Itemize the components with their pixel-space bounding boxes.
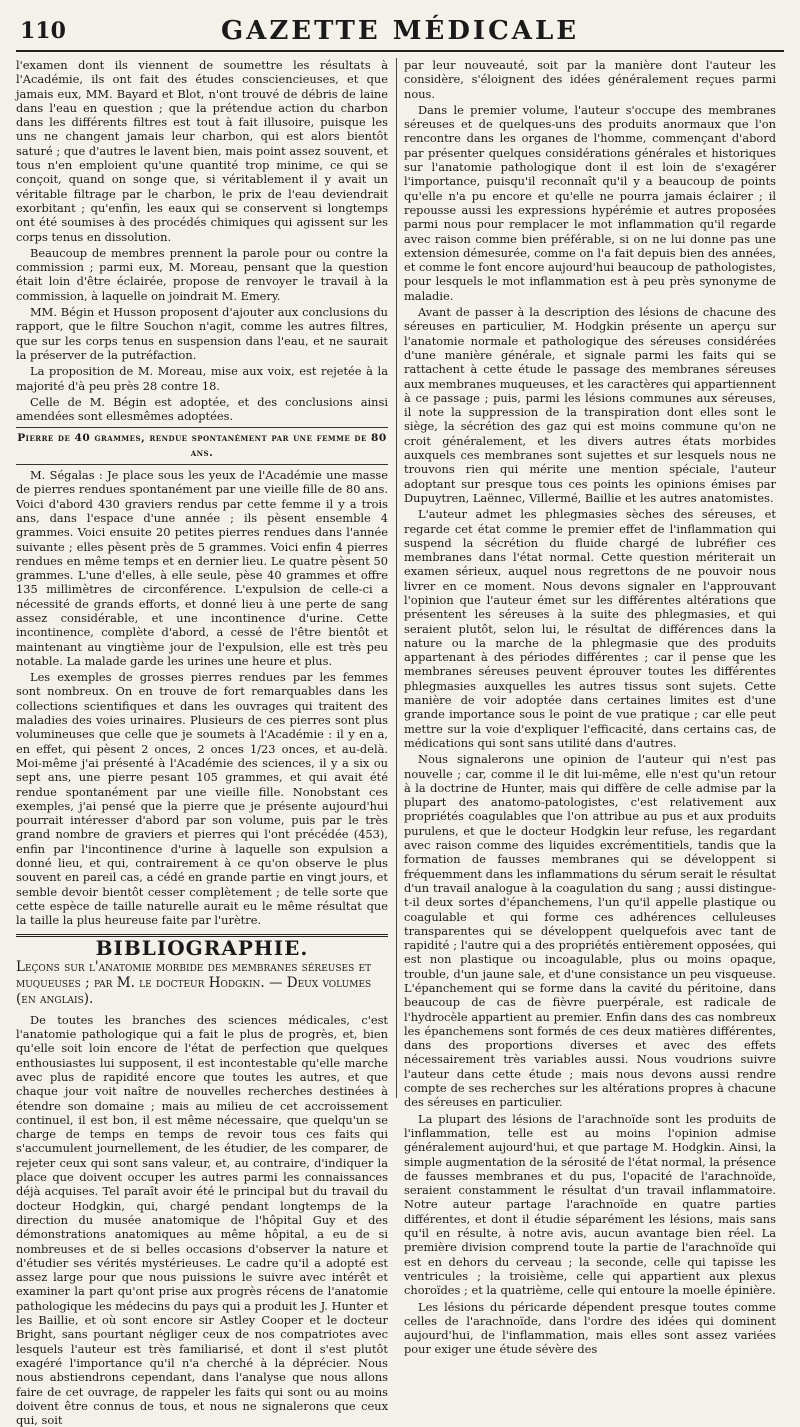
section-rule	[16, 427, 388, 428]
paragraph: Les lésions du péricarde dépendent presque toutes comme celles de l'arachnoïde, dans l'ordre des idées qui dominent aujourd'hui, de l'inflammation, mais elles sont assez variées pour exiger une étude sévère des	[404, 1299, 776, 1357]
paragraph: L'auteur admet les phlegmasies sèches des séreuses, et regarde cet état comme le premier effet de l'inflammation qui suspend la sécrétion du fluide chargé de lubréfier ces membranes dans l'état normal. Cette question mériterait un examen sérieux, auquel nous regrettons de ne pouvoir nous livrer en ce moment. Nous devons signaler en l'approuvant l'opinion que l'auteur émet sur les différentes altérations que présentent les séreuses à la suite des phlegmasies, et qui seraient plutôt, selon lui, le résultat de différences dans la nature ou la marche de la phlegmasie que des produits appartenant à des périodes différentes ; car il pense que les membranes séreuses peuvent éprouver toutes les différentes phlegmasies auxquelles les autres tissus sont sujets. Cette manière de voir adoptée dans certaines limites est d'une grande importance sous le point de vue pratique ; car elle peut mettre sur la voie d'expliquer l'efficacité, dans certains cas, de médications qui sont sans utilité dans d'autres.	[404, 507, 776, 750]
page-header	[16, 10, 784, 52]
paragraph: La plupart des lésions de l'arachnoïde sont les produits de l'inflammation, telle est au moins l'opinion admise généralement aujourd'hui, et que partage M. Hodgkin. Ainsi, la simple augmentation de la sérosité de l'état normal, la présence de fausses membranes et du pus, l'opacité de l'arachnoïde, seraient constamment le résultat d'un travail inflammatoire. Notre auteur partage l'arachnoïde en quatre parties différentes, et dont il étudie séparément les lésions, mais sans qu'il en résulte, à notre avis, aucun avantage bien réel. La première division comprend toute la partie de l'arachnoïde qui est en dehors du cerveau ; la seconde, celle qui tapisse les ventricules ; la troisième, celle qui appartient aux plexus choroïdes ; et la quatrième, celle qui entoure la moelle épinière.	[404, 1111, 776, 1298]
paragraph: Avant de passer à la description des lésions de chacune des séreuses en particulier, M. Hodgkin présente un aperçu sur l'anatomie normale et pathologique des séreuses considérées d'une manière générale, et signale parmi les faits qui se rattachent à cette étude le passage des membranes séreuses aux membranes muqueuses, et les caractères qui appartiennent à ce passage ; puis, parmi les lésions communes aux séreuses, il note la suppression de la transpiration dont elles sont le siège, la sécrétion des gaz qui est moins commune qu'on ne croit généralement, et les divers autres états morbides auxquels ces membranes sont sujettes et sur lesquels nous ne trouvons rien qui mérite une mention spéciale, l'auteur adoptant sur presque tous ces points les opinions émises par Dupuytren, Laënnec, Villermé, Baillie et les autres anatomistes.	[404, 305, 776, 505]
section-heading: Pierre de 40 grammes, rendue spontanément par une femme de 80 ans.	[17, 432, 387, 459]
newspaper-page	[16, 10, 784, 1427]
paragraph: par leur nouveauté, soit par la manière dont l'auteur les considère, s'éloignent des idées généralement reçues parmi nous.	[404, 58, 776, 101]
column-divider	[396, 58, 397, 1098]
paragraph: l'examen dont ils viennent de soumettre les résultats à l'Académie, ils ont fait des études consciencieuses, et que jamais eux, MM. Bayard et Blot, n'ont trouvé de débris de laine dans l'eau en question ; que la prétendue action du charbon dans les différents filtres est tout à fait illusoire, puisque les uns ne changent jamais leur charbon, qui est alors bientôt saturé ; que d'autres le lavent bien, mais point assez souvent, et tous n'en emploient qu'une quantité trop minime, ce qui se conçoit, quand on songe que, si véritablement il y avait un véritable filtrage par le charbon, le prix de l'eau deviendrait exorbitant ; qu'enfin, les eaux qui se conservent si longtemps ont été soumises à des procédés chimiques qui agissent sur les corps tenus en dissolution.	[16, 58, 388, 244]
paragraph: Celle de M. Bégin est adoptée, et des conclusions ainsi amendées sont ellesmêmes adoptées.	[16, 394, 388, 424]
left-column	[16, 58, 388, 1427]
right-column	[404, 58, 776, 1357]
page-title: GAZETTE MÉDICALE	[220, 16, 580, 46]
paragraph: La proposition de M. Moreau, mise aux voix, est rejetée à la majorité d'à peu près 28 contre 18.	[16, 364, 388, 393]
paragraph: Les exemples de grosses pierres rendues par les femmes sont nombreux. On en trouve de fort remarquables dans les collections scientifiques et dans les ouvrages qui traitent des maladies des voies urinaires. Plusieurs de ces pierres sont plus volumineuses que celle que je soumets à l'Académie : il y en a, en effet, qui pèsent 2 onces, 2 onces 1/23 onces, et au-delà. Moi-même j'ai présenté à l'Académie des sciences, il y a six ou sept ans, une pierre pesant 105 grammes, et qui avait été rendue spontanément par une vieille fille. Nonobstant ces exemples, j'ai pensé que la pierre que je présente aujourd'hui pourrait intéresser d'abord par son volume, puis par le très grand nombre de graviers et pierres qui l'ont précédée (453), enfin par l'incontinence d'urine à laquelle son expulsion a donné lieu, et qui, contrairement à ce qu'on observe le plus souvent en pareil cas, a cédé en grande partie en vingt jours, et semble devoir bientôt cesser complètement ; de telle sorte que cette espèce de taille naturelle aurait eu le même résultat que la taille la plus heureuse faite par l'urètre.	[16, 670, 388, 928]
paragraph: Nous signalerons une opinion de l'auteur qui n'est pas nouvelle ; car, comme il le dit lui-même, elle n'est qu'un retour à la doctrine de Hunter, mais qui diffère de celle admise par la plupart des anatomo-patologistes, c'est relativement aux propriétés coagulables que l'on attribue au pus et aux produits purulens, et que le docteur Hodgkin leur refuse, les regardant avec raison comme des liquides excrémentitiels, tandis que la formation de fausses membranes qui se développent si fréquemment dans les inflammations du sérum serait le résultat d'un travail analogue à la coagulation du sang ; aussi distingue-t-il deux sortes d'épanchemens, l'un qu'il appelle plastique ou coagulable et qui forme ces adhérences celluleuses transparentes qui se développent quelquefois avec tant de rapidité ; l'autre qui a des propriétés entièrement opposées, qui est non plastique ou incoagulable, plus ou moins opaque, trouble, d'un jaune sale, et d'une consistance un peu visqueuse. L'épanchement qui se forme dans la cavité du péritoine, dans beaucoup de cas de fièvre puerpérale, est radicale de l'hydrocèle appartient au premier. Enfin dans des cas nombreux les épanchemens sont formés de ces deux matières différentes, dans des proportions diverses et avec des effets nécessairement très variables aussi. Nous voudrions suivre l'auteur dans cette étude ; mais nous devons aussi rendre compte de ses recherches sur les altérations propres à chacune des séreuses en particulier.	[404, 752, 776, 1110]
paragraph: M. Ségalas : Je place sous les yeux de l'Académie une masse de pierres rendues spontanément par une vieille fille de 80 ans. Voici d'abord 430 graviers rendus par cette femme il y a trois ans, dans l'espace d'une année ; ils pèsent ensemble 4 grammes. Voici ensuite 20 petites pierres rendues dans l'année suivante ; elles pèsent près de 5 grammes. Voici enfin 4 pierres rendues en même temps et en dernier lieu. Le quatre pèsent 50 grammes. L'une d'elles, à elle seule, pèse 40 grammes et offre 135 millimètres de circonférence. L'expulsion de celle-ci a nécessité de grands efforts, et donné lieu à une perte de sang assez considérable, et une incontinence d'urine. Cette incontinence, complète d'abord, a cessé de l'être bientôt et maintenant au vingtième jour de l'expulsion, elle est très peu notable. La malade garde les urines une heure et plus.	[16, 468, 388, 668]
paragraph: De toutes les branches des sciences médicales, c'est l'anatomie pathologique qui a fait le plus de progrès, et, bien qu'elle soit loin encore de l'état de perfection que quelques enthousiastes lui supposent, il est incontestable qu'elle marche avec plus de rapidité encore que toutes les autres, et que chaque jour voit naître de nouvelles recherches destinées à étendre son domaine ; mais au milieu de cet accroissement continuel, il est bon, il est même nécessaire, que quelqu'un se charge de temps en temps de revoir tous ces faits qui s'accumulent journellement, de les étudier, de les comparer, de rejeter ceux qui sont sans valeur, et, au contraire, d'indiquer la place que doivent occuper les autres parmi les connaissances déjà acquises. Tel paraît avoir été le principal but du travail du docteur Hodgkin, qui, chargé pendant longtemps de la direction du musée anatomique de l'hôpital Guy et des démonstrations anatomiques au même hôpital, a eu de si nombreuses et de si belles occasions d'observer la nature et d'étudier ses vérités mystérieuses. Le cadre qu'il a adopté est assez large pour que nous puissions le suivre avec intérêt et examiner la part qu'ont prise aux progrès récens de l'anatomie pathologique les médecins du pays qui a produit les J. Hunter et les Baillie, et où sont encore sir Astley Cooper et le docteur Bright, sans pourtant négliger ceux de nos compatriotes avec lesquels l'auteur est très familiarisé, et dont il s'est plutôt exagéré l'importance qu'il n'a cherché à la déprécier. Nous nous abstiendrons cependant, dans l'analyse que nous allons faire de cet ouvrage, de rappeler les faits qui sont ou au moins doivent être connus de tous, et nous ne signalerons que ceux qui, soit	[16, 1012, 388, 1427]
page-number: 110	[20, 18, 66, 44]
book-title: Leçons sur l'anatomie morbide des membranes séreuses et muqueuses ; par M. le docteur Hodgkin. — Deux volumes (en anglais).	[16, 958, 372, 1007]
section-rule	[16, 464, 388, 465]
bibliography-heading: BIBLIOGRAPHIE.	[95, 935, 309, 960]
paragraph: Dans le premier volume, l'auteur s'occupe des membranes séreuses et de quelques-uns des produits anormaux que l'on rencontre dans les organes de l'homme, commençant d'abord par présenter quelques considérations générales et historiques sur l'anatomie pathologique dont il est loin de s'exagérer l'importance, puisqu'il reconnaît qu'il y a beaucoup de points qu'elle n'a pu encore et qu'elle ne pourra jamais éclairer ; il repousse aussi les expressions hypérémie et autres proposées parmi nous pour remplacer le mot inflammation qu'il regarde avec raison comme bien préférable, si on ne lui donne pas une extension démesurée, comme on l'a fait depuis bien des années, et comme le font encore aujourd'hui beaucoup de pathologistes, pour lesquels le mot inflammation est à peu près synonyme de maladie.	[404, 102, 776, 303]
paragraph: MM. Bégin et Husson proposent d'ajouter aux conclusions du rapport, que le filtre Souchon n'agit, comme les autres filtres, que sur les corps tenus en suspension dans l'eau, et ne saurait la préserver de la putréfaction.	[16, 305, 388, 362]
paragraph: Beaucoup de membres prennent la parole pour ou contre la commission ; parmi eux, M. Moreau, pensant que la question était loin d'être éclairée, propose de renvoyer le travail à la commission, à laquelle on joindrait M. Emery.	[16, 245, 388, 303]
